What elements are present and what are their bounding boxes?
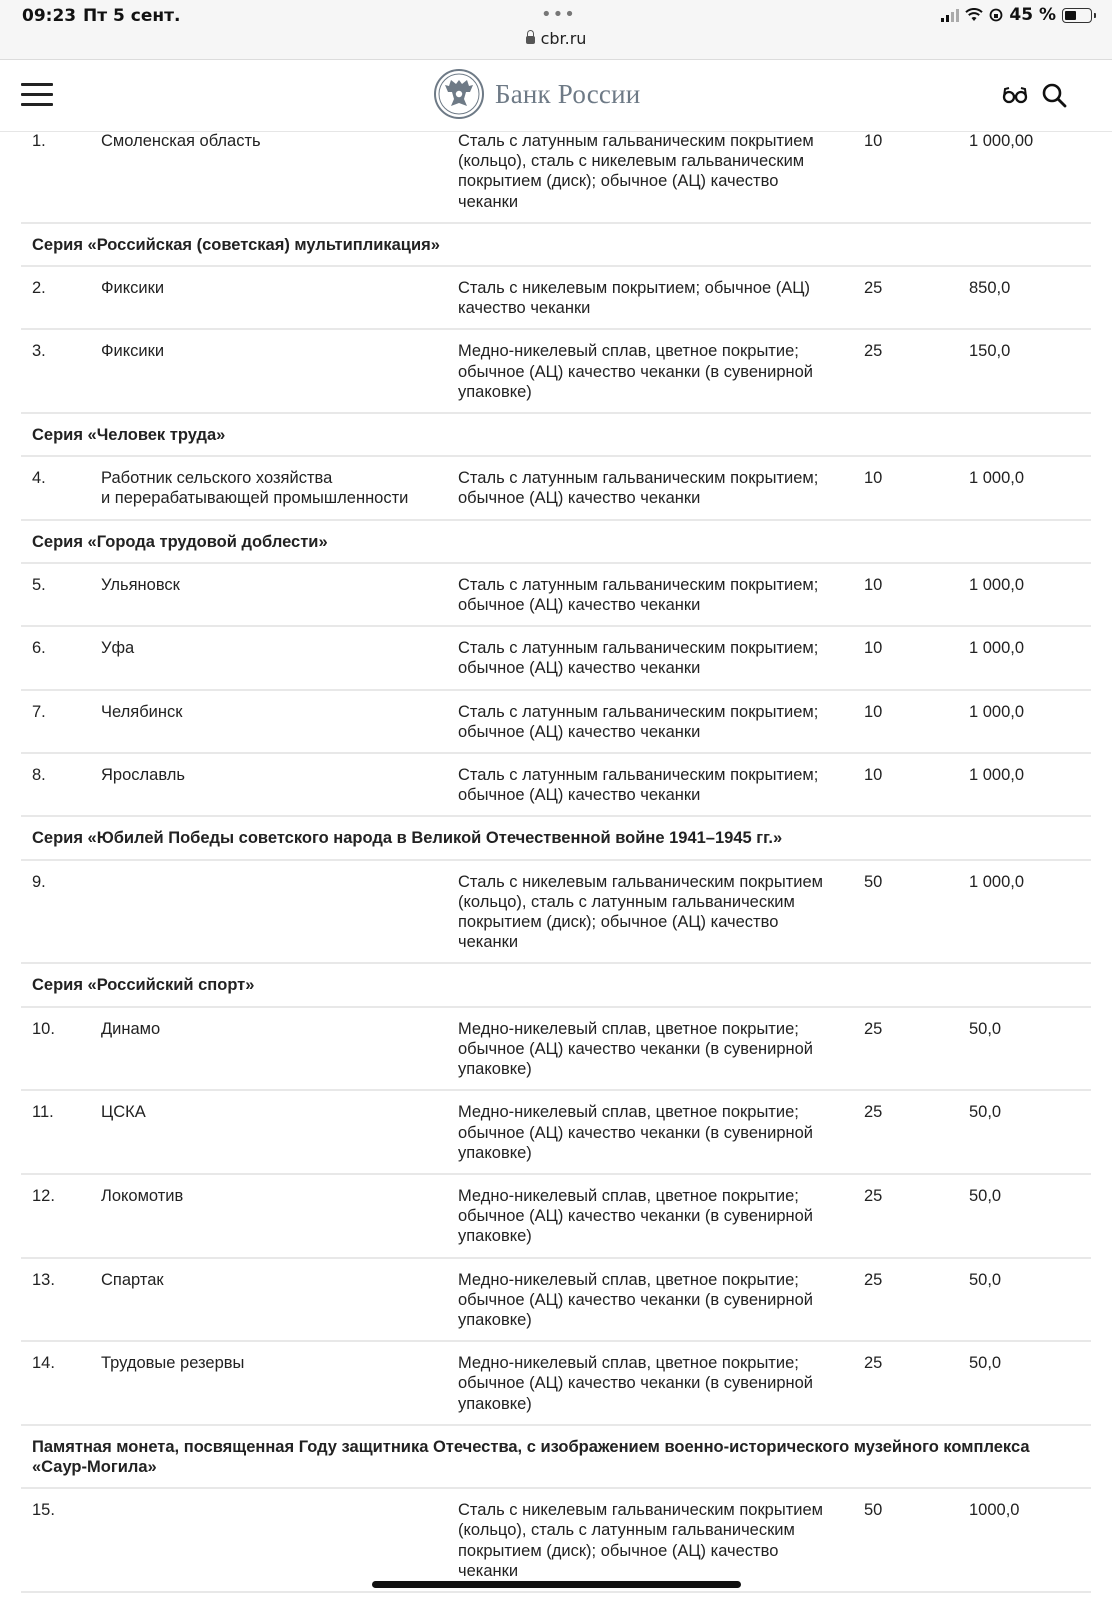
table-row	[21, 563, 1091, 626]
coin-name	[101, 266, 458, 329]
coin-name-line: Фиксики	[101, 279, 165, 298]
series-title-line: Серия «Российская (советская) мультипликация»	[32, 235, 440, 254]
search-icon[interactable]	[1040, 81, 1068, 109]
cellular-signal-icon	[941, 9, 959, 22]
coin-material-line: Медно-никелевый сплав, цветное покрытие;	[458, 1186, 799, 1205]
coin-name-line: Спартак	[101, 1270, 164, 1289]
battery-percent: 45 %	[1009, 5, 1056, 25]
series-title-line: Серия «Города трудовой доблести»	[32, 532, 328, 551]
coin-denomination: 10	[864, 690, 969, 753]
series-title-line: Серия «Юбилей Победы советского народа в Великой Отечественной войне 1941–1945 гг.»	[32, 829, 783, 848]
coin-material-line: обычное (АЦ) качество чеканки	[458, 786, 701, 805]
row-number: 3.	[21, 329, 101, 413]
coin-material-line: чеканки	[458, 192, 519, 211]
coin-material-line: обычное (АЦ) качество чеканки (в сувенирной	[458, 1123, 814, 1142]
table-row	[21, 753, 1091, 816]
series-title	[21, 413, 1091, 456]
coin-mintage: 1 000,0	[969, 860, 1091, 964]
coin-denomination: 50	[864, 860, 969, 964]
coin-mintage: 50,0	[969, 1174, 1091, 1258]
coin-mintage: 50,0	[969, 1007, 1091, 1091]
coin-material-line: Сталь с никелевым гальваническим покрытием	[458, 1501, 824, 1520]
coin-name-line: Локомотив	[101, 1186, 184, 1205]
coin-denomination: 25	[864, 1258, 969, 1342]
coin-material	[458, 131, 864, 223]
row-number: 4.	[21, 456, 101, 519]
row-number: 7.	[21, 690, 101, 753]
glasses-icon[interactable]	[1001, 81, 1029, 109]
coin-material-line: покрытием (диск); обычное (АЦ) качество	[458, 913, 779, 932]
table-row	[21, 329, 1091, 413]
coin-name-line: Челябинск	[101, 702, 183, 721]
coin-name	[101, 563, 458, 626]
coin-material-line: упаковке)	[458, 1394, 532, 1413]
coin-material-line: Сталь с латунным гальваническим покрытием;	[458, 766, 819, 785]
coin-mintage: 1 000,00	[969, 131, 1091, 223]
series-header-row	[21, 520, 1091, 563]
coin-material-line: упаковке)	[458, 1060, 532, 1079]
table-row	[21, 1258, 1091, 1342]
coin-material	[458, 1488, 864, 1592]
table-row	[21, 266, 1091, 329]
coin-mintage: 150,0	[969, 329, 1091, 413]
row-number: 10.	[21, 1007, 101, 1091]
coin-denomination: 25	[864, 266, 969, 329]
lock-icon	[526, 36, 535, 44]
row-number: 12.	[21, 1174, 101, 1258]
menu-icon[interactable]	[21, 83, 53, 107]
coin-name	[101, 131, 458, 223]
coin-name	[101, 1341, 458, 1425]
coin-material-line: обычное (АЦ) качество чеканки (в сувенирной	[458, 1374, 814, 1393]
coin-material-line: упаковке)	[458, 382, 532, 401]
coin-denomination: 50	[864, 1488, 969, 1592]
coin-material-line: обычное (АЦ) качество чеканки (в сувенирной	[458, 1039, 814, 1058]
coin-material-line: упаковке)	[458, 1227, 532, 1246]
coin-name	[101, 626, 458, 689]
row-number: 15.	[21, 1488, 101, 1592]
coin-mintage: 50,0	[969, 1258, 1091, 1342]
coin-material	[458, 1007, 864, 1091]
coin-mintage: 1 000,0	[969, 753, 1091, 816]
logo-text: Банк России	[495, 78, 641, 109]
coin-mintage: 850,0	[969, 266, 1091, 329]
coin-material-line: обычное (АЦ) качество чеканки	[458, 489, 701, 508]
coin-mintage: 1 000,0	[969, 626, 1091, 689]
coin-denomination: 25	[864, 329, 969, 413]
table-row	[21, 456, 1091, 519]
coin-denomination: 25	[864, 1090, 969, 1174]
coin-material-line: Сталь с латунным гальваническим покрытием;	[458, 575, 819, 594]
coin-mintage: 50,0	[969, 1090, 1091, 1174]
coin-name	[101, 1090, 458, 1174]
coin-denomination: 25	[864, 1174, 969, 1258]
coin-denomination: 10	[864, 753, 969, 816]
coin-material-line: качество чеканки	[458, 299, 591, 318]
coin-material-line: обычное (АЦ) качество чеканки (в сувенирной	[458, 1207, 814, 1226]
coin-material-line: Сталь с латунным гальваническим покрытием;	[458, 702, 819, 721]
coin-name	[101, 860, 458, 964]
coin-material	[458, 266, 864, 329]
coin-name	[101, 1174, 458, 1258]
coin-name-line: и перерабатывающей промышленности	[101, 489, 409, 508]
coin-name	[101, 690, 458, 753]
coin-material	[458, 1174, 864, 1258]
series-title-line: Серия «Российский спорт»	[32, 976, 255, 995]
site-header	[0, 60, 1112, 132]
series-header-row	[21, 413, 1091, 456]
row-number: 8.	[21, 753, 101, 816]
row-number: 1.	[21, 131, 101, 223]
coin-mintage: 1 000,0	[969, 456, 1091, 519]
coin-denomination: 10	[864, 563, 969, 626]
coin-material-line: обычное (АЦ) качество чеканки (в сувенирной	[458, 1290, 814, 1309]
bank-emblem-icon	[433, 68, 485, 120]
coin-material-line: Сталь с никелевым покрытием; обычное (АЦ)	[458, 279, 810, 298]
coin-material	[458, 1341, 864, 1425]
coin-name-line: Уфа	[101, 639, 135, 658]
coin-material-line: Медно-никелевый сплав, цветное покрытие;	[458, 1270, 799, 1289]
row-number: 13.	[21, 1258, 101, 1342]
coin-material	[458, 1090, 864, 1174]
coin-material-line: (кольцо), сталь с латунным гальваническим	[458, 1521, 795, 1540]
coin-mintage: 1000,0	[969, 1488, 1091, 1592]
coin-material-line: Сталь с латунным гальваническим покрытием;	[458, 469, 819, 488]
coin-material	[458, 329, 864, 413]
series-header-row	[21, 963, 1091, 1006]
coin-material-line: Медно-никелевый сплав, цветное покрытие;	[458, 342, 799, 361]
row-number: 6.	[21, 626, 101, 689]
series-title-line: Памятная монета, посвященная Году защитника Отечества, с изображением военно-исторического музейного комплекса	[32, 1437, 1030, 1456]
row-number: 2.	[21, 266, 101, 329]
coin-material-line: (кольцо), сталь с латунным гальваническим	[458, 892, 795, 911]
coin-material	[458, 753, 864, 816]
coin-name-line: Смоленская область	[101, 132, 261, 150]
series-title	[21, 963, 1091, 1006]
coin-material-line: (кольцо), сталь с никелевым гальваническим	[458, 152, 805, 171]
coin-material-line: Сталь с латунным гальваническим покрытием;	[458, 639, 819, 658]
row-number: 14.	[21, 1341, 101, 1425]
series-title	[21, 816, 1091, 859]
status-time: 09:23	[22, 6, 77, 26]
coin-material-line: Медно-никелевый сплав, цветное покрытие;	[458, 1354, 799, 1373]
orientation-lock-icon	[989, 8, 1003, 22]
coin-name-line: Динамо	[101, 1019, 161, 1038]
coins-table	[21, 131, 1091, 1593]
coin-material	[458, 690, 864, 753]
battery-icon	[1062, 8, 1092, 23]
coin-material	[458, 563, 864, 626]
coin-mintage: 50,0	[969, 1341, 1091, 1425]
coin-name-line: Фиксики	[101, 342, 165, 361]
coin-denomination: 25	[864, 1007, 969, 1091]
series-header-row	[21, 1425, 1091, 1488]
coin-material	[458, 860, 864, 964]
coin-denomination: 10	[864, 626, 969, 689]
coin-material-line: покрытием (диск); обычное (АЦ) качество	[458, 1541, 779, 1560]
table-row	[21, 1090, 1091, 1174]
coin-material-line: упаковке)	[458, 1310, 532, 1329]
series-title	[21, 223, 1091, 266]
coin-material	[458, 456, 864, 519]
coin-material-line: покрытием (диск); обычное (АЦ) качество	[458, 172, 779, 191]
coin-name	[101, 456, 458, 519]
table-row	[21, 131, 1091, 223]
coin-name	[101, 1258, 458, 1342]
table-row	[21, 1174, 1091, 1258]
coin-name	[101, 1007, 458, 1091]
coin-material-line: обычное (АЦ) качество чеканки	[458, 659, 701, 678]
series-title	[21, 520, 1091, 563]
coin-name-line: Ярославль	[101, 766, 185, 785]
logo[interactable]	[433, 68, 640, 120]
coin-material	[458, 626, 864, 689]
row-number: 5.	[21, 563, 101, 626]
coin-material-line: Медно-никелевый сплав, цветное покрытие;	[458, 1019, 799, 1038]
coin-material-line: чеканки	[458, 933, 519, 952]
coins-table-container	[21, 131, 1091, 1593]
coin-material-line: обычное (АЦ) качество чеканки	[458, 596, 701, 615]
status-date: Пт 5 сент.	[83, 6, 181, 26]
series-title-line: Серия «Человек труда»	[32, 426, 226, 445]
series-header-row	[21, 223, 1091, 266]
coin-name	[101, 1488, 458, 1592]
status-bar	[0, 0, 1112, 60]
table-row	[21, 1007, 1091, 1091]
status-indicators	[941, 5, 1092, 25]
wifi-icon	[965, 8, 983, 22]
coin-material-line: обычное (АЦ) качество чеканки	[458, 722, 701, 741]
coin-name	[101, 753, 458, 816]
more-dots-icon[interactable]: •••	[541, 4, 576, 25]
coin-material-line: Сталь с латунным гальваническим покрытием	[458, 132, 814, 150]
coin-denomination: 10	[864, 456, 969, 519]
coin-denomination: 25	[864, 1341, 969, 1425]
coin-material-line: Медно-никелевый сплав, цветное покрытие;	[458, 1103, 799, 1122]
table-row	[21, 1488, 1091, 1592]
address-bar[interactable]	[0, 29, 1112, 48]
coin-name-line: Работник сельского хозяйства	[101, 469, 333, 488]
row-number: 11.	[21, 1090, 101, 1174]
table-row	[21, 690, 1091, 753]
coin-material-line: обычное (АЦ) качество чеканки (в сувенирной	[458, 362, 814, 381]
coin-mintage: 1 000,0	[969, 690, 1091, 753]
address-url: cbr.ru	[540, 29, 587, 48]
coin-material-line: Сталь с никелевым гальваническим покрытием	[458, 872, 824, 891]
coin-name	[101, 329, 458, 413]
coin-denomination: 10	[864, 131, 969, 223]
table-row	[21, 860, 1091, 964]
coin-material	[458, 1258, 864, 1342]
table-row	[21, 1341, 1091, 1425]
series-title-line: «Саур-Могила»	[32, 1457, 157, 1476]
series-header-row	[21, 816, 1091, 859]
coin-material-line: чеканки	[458, 1561, 519, 1580]
home-indicator	[372, 1581, 741, 1588]
coin-name-line: Ульяновск	[101, 575, 180, 594]
row-number: 9.	[21, 860, 101, 964]
table-row	[21, 626, 1091, 689]
coin-material-line: упаковке)	[458, 1143, 532, 1162]
series-title	[21, 1425, 1091, 1488]
coin-mintage: 1 000,0	[969, 563, 1091, 626]
coin-name-line: ЦСКА	[101, 1103, 146, 1122]
coin-name-line: Трудовые резервы	[101, 1354, 245, 1373]
